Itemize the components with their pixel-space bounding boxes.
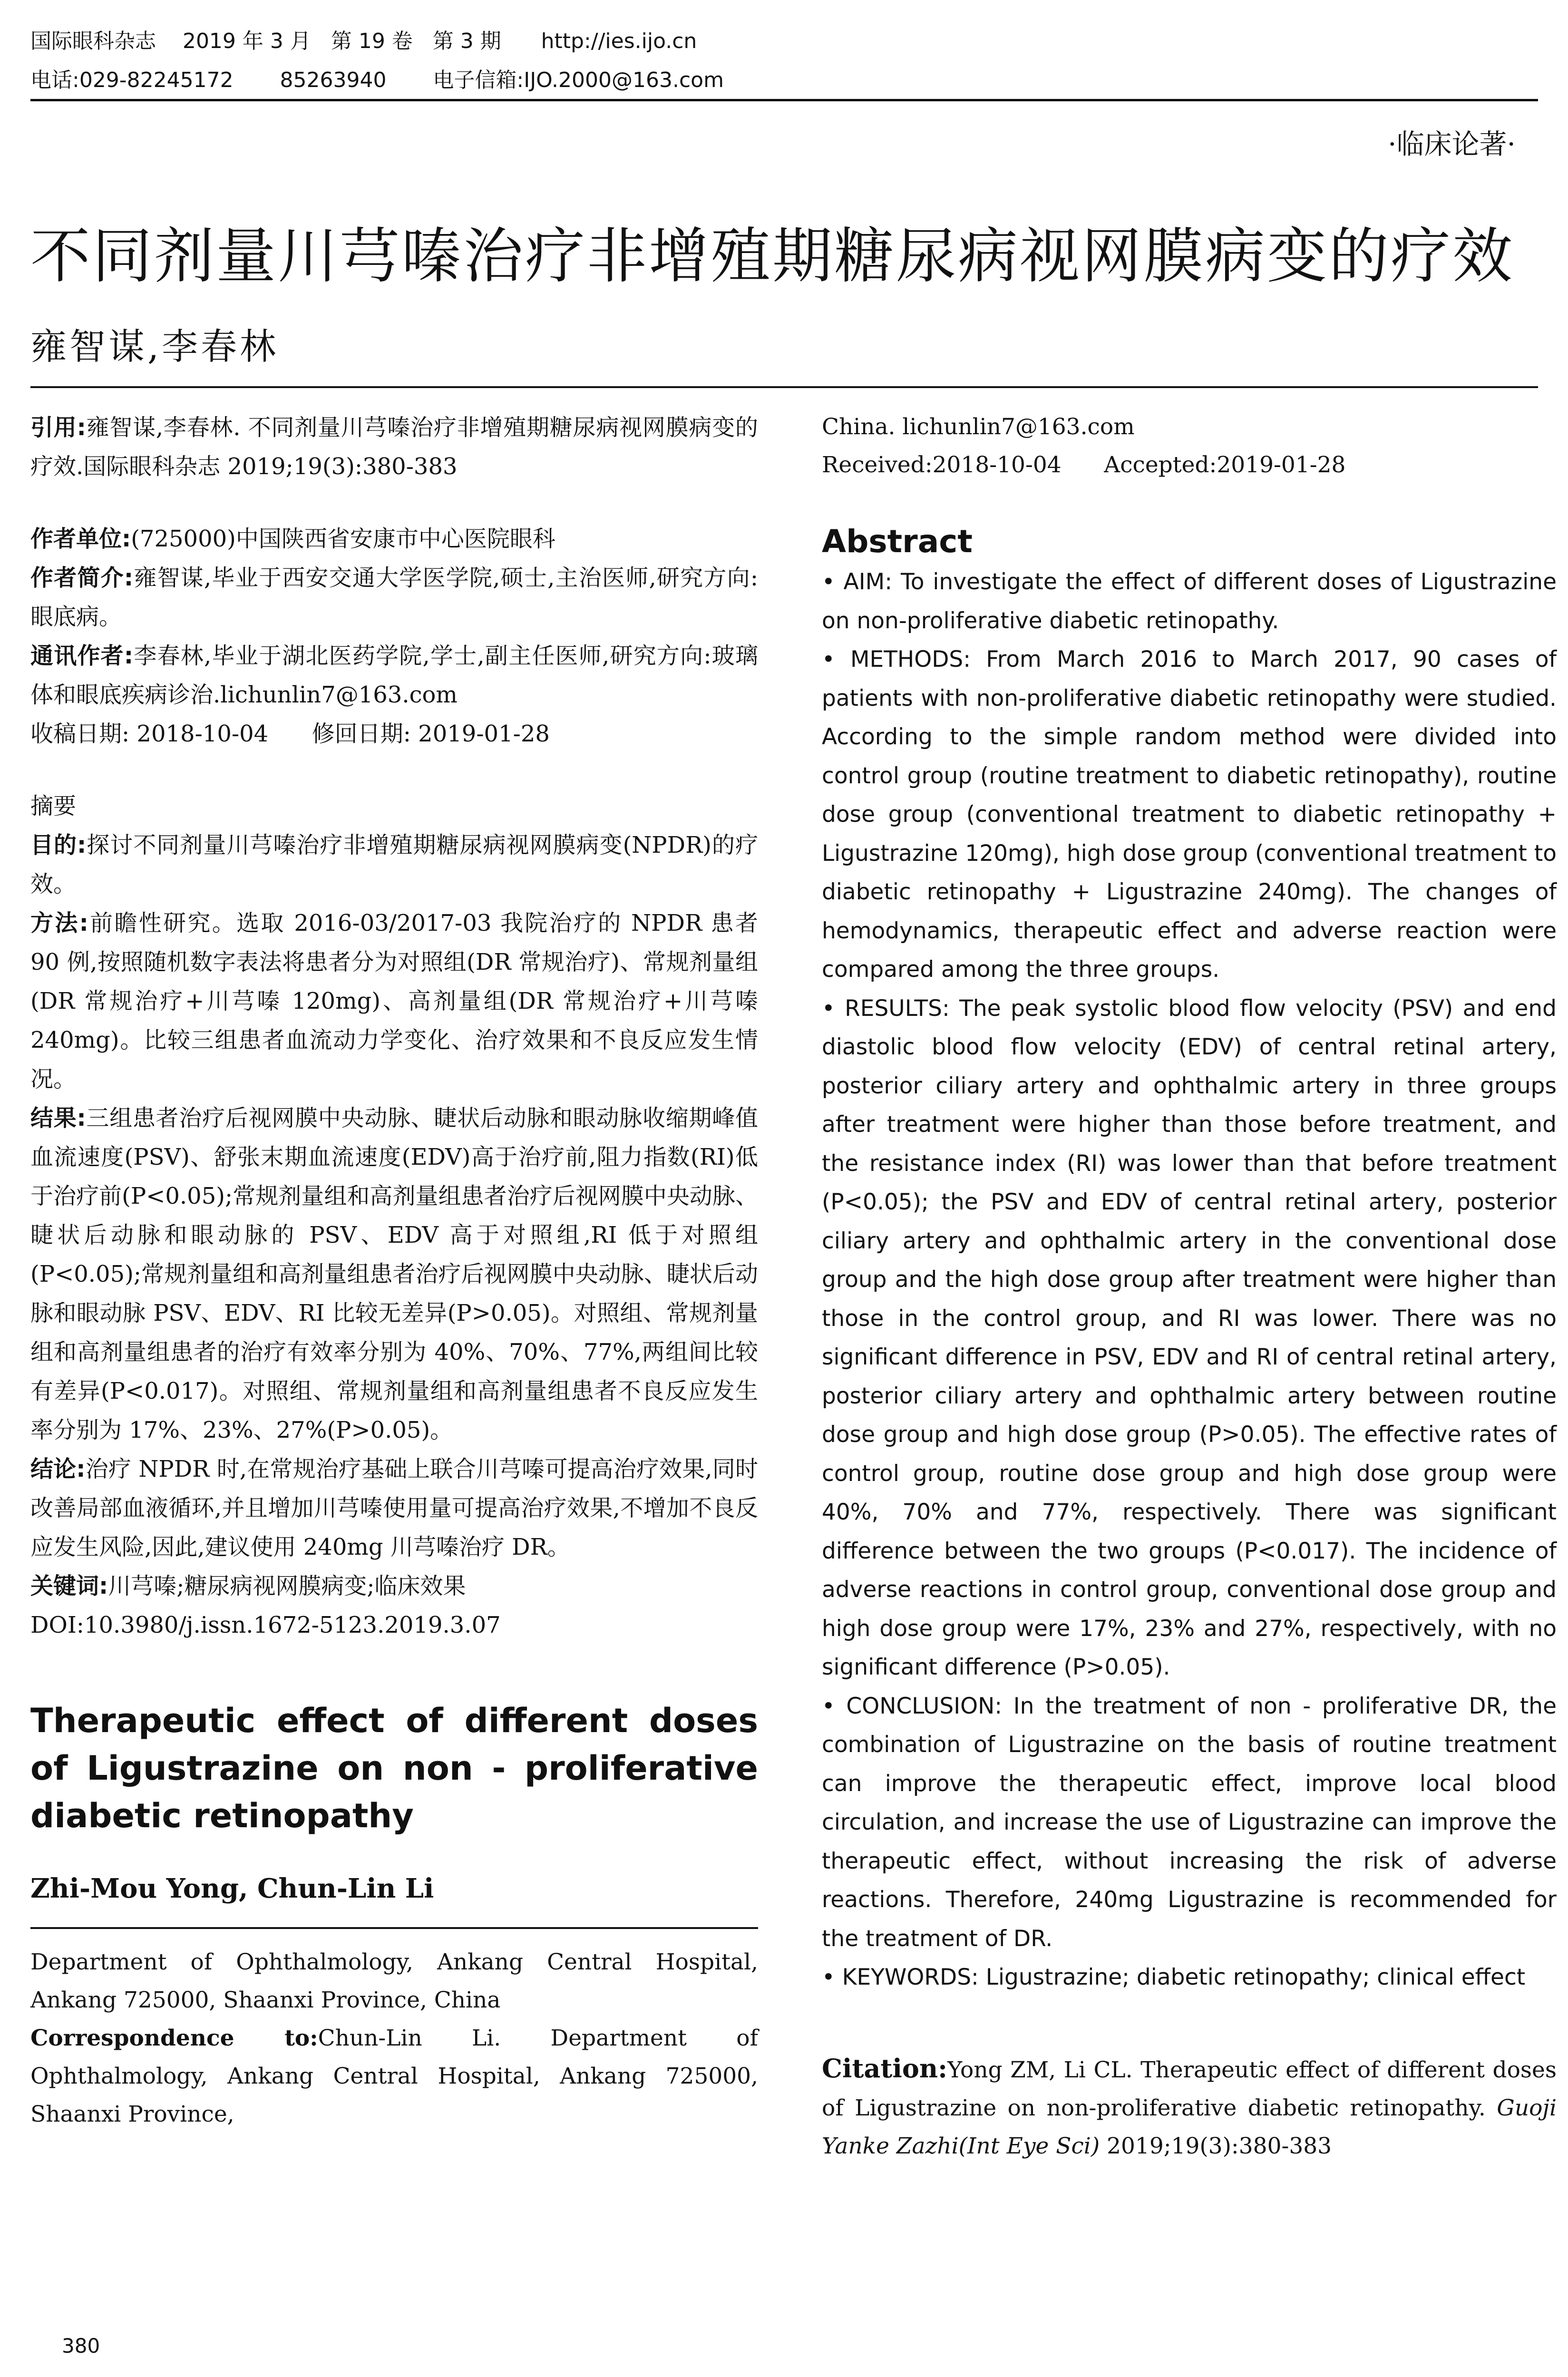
abstract-en-aim: • AIM: To investigate the effect of different doses of Ligustrazine on non-proliferative diabetic retinopathy. (822, 569, 1557, 634)
doi: DOI:10.3980/j.issn.1672-5123.2019.3.07 (30, 1612, 501, 1638)
header-divider (30, 99, 1538, 101)
author-intro-text: 雍智谋,毕业于西安交通大学医学院,硕士,主治医师,研究方向:眼底病。 (30, 565, 758, 630)
objective-text: 探讨不同剂量川芎嗪治疗非增殖期糖尿病视网膜病变(NPDR)的疗效。 (30, 832, 758, 897)
abstract-cn-methods (30, 904, 758, 1099)
affiliation-en: Department of Ophthalmology, Ankang Central Hospital, Ankang 725000, Shaanxi Province, China (30, 1949, 758, 2013)
objective-label: 目的: (30, 832, 87, 858)
corresponding-author (30, 636, 758, 714)
journal-header-line2: 电话:029-82245172 85263940 电子信箱:IJO.2000@163.com (30, 68, 724, 92)
correspondence-en (30, 2019, 758, 2133)
section-tag: ·临床论著· (1388, 128, 1516, 160)
correspondence-en-label: Correspondence to: (30, 2025, 318, 2051)
citation-en-label: Citation: (822, 2053, 948, 2084)
left-column (30, 408, 758, 2133)
author-unit-label: 作者单位: (30, 526, 131, 552)
right-column (822, 408, 1557, 2165)
citation-en-tail: 2019;19(3):380-383 (1107, 2133, 1332, 2159)
article-title-cn: 不同剂量川芎嗪治疗非增殖期糖尿病视网膜病变的疗效 (30, 221, 1514, 291)
citation-cn (30, 408, 758, 486)
abstract-en-conclusion: • CONCLUSION: In the treatment of non - proliferative DR, the combination of Ligustrazine on the basis of routine treatment can improve the therapeutic effect, improve local blood circulation, and increase the use of Ligustrazine can improve the therapeutic effect, without increasing the risk of adverse reactions. Therefore, 240mg Ligustrazine is recommended for the treatment of DR. (822, 1693, 1557, 1952)
title-divider (30, 386, 1538, 388)
author-intro-label: 作者简介: (30, 565, 134, 591)
abstract-en-heading: Abstract (822, 523, 973, 560)
abstract-cn-heading: 摘要 (30, 793, 77, 819)
abstract-en-keywords: • KEYWORDS: Ligustrazine; diabetic retinopathy; clinical effect (822, 1964, 1526, 1990)
abstract-cn-objective (30, 826, 758, 904)
citation-cn-text: 雍智谋,李春林. 不同剂量川芎嗪治疗非增殖期糖尿病视网膜病变的疗效.国际眼科杂志 2019;19(3):380-383 (30, 414, 758, 480)
conclusion-label: 结论: (30, 1456, 86, 1482)
citation-en-text: Yong ZM, Li CL. Therapeutic effect of different doses of Ligustrazine on non-proliferative diabetic retinopathy. (822, 2056, 1557, 2121)
citation-en (822, 2049, 1557, 2165)
abstract-cn-results (30, 1099, 758, 1450)
received-dates-cn: 收稿日期: 2018-10-04 修回日期: 2019-01-28 (30, 721, 550, 747)
keywords-cn-label: 关键词: (30, 1573, 108, 1599)
citation-cn-label: 引用: (30, 414, 86, 441)
citation-en-journal: Guoji Yanke Zazhi(Int Eye Sci) (822, 2094, 1557, 2159)
abstract-en-methods: • METHODS: From March 2016 to March 2017, 90 cases of patients with non-proliferative diabetic retinopathy were studied. According to the simple random method were divided into control group (routine treatment to diabetic retinopathy), routine dose group (conventional treatment to diabetic retinopathy + Ligustrazine 120mg), high dose group (conventional treatment to diabetic retinopathy + Ligustrazine 240mg). The changes of hemodynamics, therapeutic effect and adverse reaction were compared among the three groups. (822, 646, 1557, 983)
corresponding-author-text: 李春林,毕业于湖北医药学院,学士,副主任医师,研究方向:玻璃体和眼底疾病诊治.lichunlin7@163.com (30, 643, 758, 708)
results-label: 结果: (30, 1105, 86, 1131)
correspondence-en-cont: China. lichunlin7@163.com (822, 414, 1135, 440)
received-accepted-en: Received:2018-10-04 Accepted:2019-01-28 (822, 452, 1346, 478)
article-title-en: Therapeutic effect of different doses of Ligustrazine on non - proliferative diabetic retinopathy (30, 1701, 758, 1835)
conclusion-text: 治疗 NPDR 时,在常规治疗基础上联合川芎嗪可提高治疗效果,同时改善局部血液循环,并且增加川芎嗪使用量可提高治疗效果,不增加不良反应发生风险,因此,建议使用 240mg 川芎嗪治疗 DR。 (30, 1456, 758, 1560)
corresponding-author-label: 通讯作者: (30, 643, 134, 669)
author-unit (30, 519, 758, 558)
authors-cn: 雍智谋,李春林 (30, 325, 279, 368)
author-unit-text: (725000)中国陕西省安康市中心医院眼科 (131, 526, 555, 552)
methods-label: 方法: (30, 910, 88, 936)
keywords-cn (30, 1567, 758, 1606)
abstract-cn-conclusion (30, 1450, 758, 1567)
methods-text: 前瞻性研究。选取 2016-03/2017-03 我院治疗的 NPDR 患者 90 例,按照随机数字表法将患者分为对照组(DR 常规治疗)、常规剂量组(DR 常规治疗+川芎嗪 120mg)、高剂量组(DR 常规治疗+川芎嗪 240mg)。比较三组患者血流动力学变化、治疗效果和不良反应发生情况。 (30, 910, 758, 1092)
abstract-en-results: • RESULTS: The peak systolic blood flow velocity (PSV) and end diastolic blood flow velocity (EDV) of central retinal artery, posterior ciliary artery and ophthalmic artery in three groups after treatment were higher than those before treatment, and the resistance index (RI) was lower than that before treatment (P<0.05); the PSV and EDV of central retinal artery, posterior ciliary artery and ophthalmic artery in the conventional dose group and the high dose group after treatment were higher than those in the control group, and RI was lower. There was no significant difference in PSV, EDV and RI of central retinal artery, posterior ciliary artery and ophthalmic artery between routine dose group and high dose group (P>0.05). The effective rates of control group, routine dose group and high dose group were 40%, 70% and 77%, respectively. There was significant difference between the two groups (P<0.017). The incidence of adverse reactions in control group, conventional dose group and high dose group were 17%, 23% and 27%, respectively, with no significant difference (P>0.05). (822, 995, 1557, 1680)
page-number: 380 (62, 2334, 100, 2358)
journal-header-line1: 国际眼科杂志 2019 年 3 月 第 19 卷 第 3 期 http://ies.ijo.cn (30, 29, 697, 53)
correspondence-en-text: Chun-Lin Li. Department of Ophthalmology, Ankang Central Hospital, Ankang 725000, Shaanxi Province, (30, 2025, 758, 2127)
author-intro (30, 558, 758, 636)
results-text: 三组患者治疗后视网膜中央动脉、睫状后动脉和眼动脉收缩期峰值血流速度(PSV)、舒张末期血流速度(EDV)高于治疗前,阻力指数(RI)低于治疗前(P<0.05);常规剂量组和高剂量组患者治疗后视网膜中央动脉、睫状后动脉和眼动脉的 PSV、EDV 高于对照组,RI 低于对照组(P<0.05);常规剂量组和高剂量组患者治疗后视网膜中央动脉、睫状后动脉和眼动脉 PSV、EDV、RI 比较无差异(P>0.05)。对照组、常规剂量组和高剂量组患者的治疗有效率分别为 40%、70%、77%,两组间比较有差异(P<0.017)。对照组、常规剂量组和高剂量组患者不良反应发生率分别为 17%、23%、27%(P>0.05)。 (30, 1105, 758, 1443)
authors-en: Zhi-Mou Yong, Chun-Lin Li (30, 1873, 434, 1904)
keywords-cn-text: 川芎嗪;糖尿病视网膜病变;临床效果 (108, 1573, 466, 1599)
